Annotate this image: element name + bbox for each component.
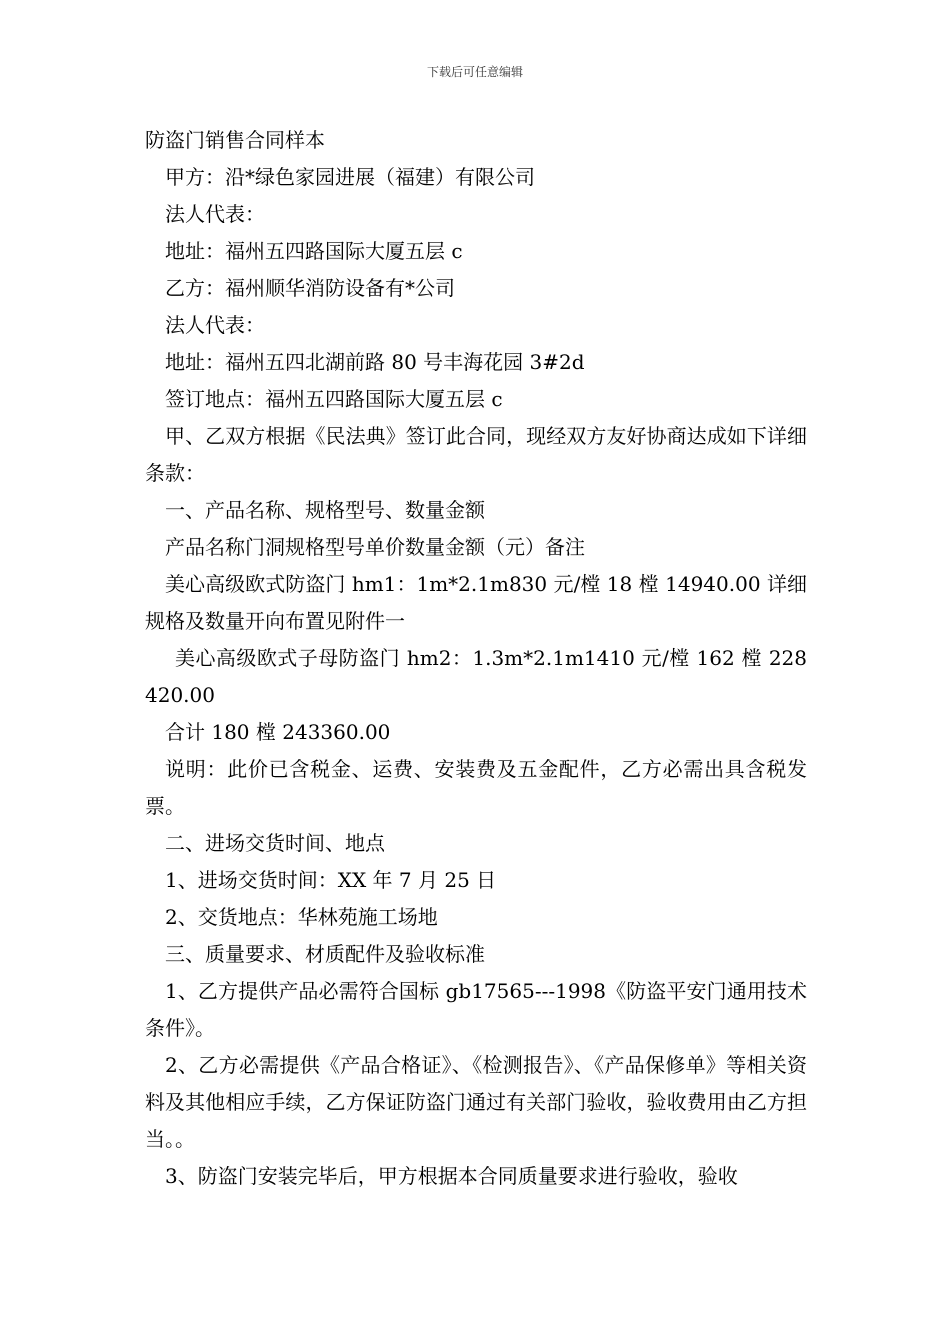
price-note: 说明：此价已含税金、运费、安装费及五金配件，乙方必需出具含税发票。 [145, 757, 807, 818]
document-body [145, 122, 807, 1195]
document-title: 防盗门销售合同样本 [145, 128, 325, 152]
quality-clause-1: 1、乙方提供产品必需符合国标 gb17565---1998《防盗平安门通用技术条件》。 [145, 979, 807, 1040]
party-a-address: 地址：福州五四路国际大厦五层 c [165, 239, 463, 263]
signing-location: 签订地点：福州五四路国际大厦五层 c [165, 387, 503, 411]
product-line-1: 美心高级欧式防盗门 hm1：1m*2.1m830 元/樘 18 樘 14940.00 详细规格及数量开向布置见附件一 [145, 572, 807, 633]
delivery-time: 1、进场交货时间：XX 年 7 月 25 日 [165, 868, 497, 892]
product-line-2: 美心高级欧式子母防盗门 hm2：1.3m*2.1m1410 元/樘 162 樘 228420.00 [145, 646, 807, 707]
party-a-legal-rep: 法人代表： [165, 202, 265, 226]
delivery-location: 2、交货地点：华林苑施工场地 [165, 905, 438, 929]
party-b-address: 地址：福州五四北湖前路 80 号丰海花园 3#2d [165, 350, 585, 374]
party-b-legal-rep: 法人代表： [165, 313, 265, 337]
section-heading-1: 一、产品名称、规格型号、数量金额 [165, 498, 485, 522]
party-a: 甲方：沿*绿色家园进展（福建）有限公司 [165, 165, 535, 189]
product-table-header: 产品名称门洞规格型号单价数量金额（元）备注 [165, 535, 585, 559]
product-total: 合计 180 樘 243360.00 [165, 720, 391, 744]
header-note: 下载后可任意编辑 [426, 65, 523, 79]
section-heading-2: 二、进场交货时间、地点 [165, 831, 385, 855]
section-heading-3: 三、质量要求、材质配件及验收标准 [165, 942, 485, 966]
quality-clause-3: 3、防盗门安装完毕后，甲方根据本合同质量要求进行验收，验收 [165, 1164, 738, 1188]
party-b: 乙方：福州顺华消防设备有*公司 [165, 276, 455, 300]
preamble: 甲、乙双方根据《民法典》签订此合同，现经双方友好协商达成如下详细条款： [145, 424, 807, 485]
quality-clause-2: 2、乙方必需提供《产品合格证》、《检测报告》、《产品保修单》等相关资料及其他相应手续，乙方保证防盗门通过有关部门验收，验收费用由乙方担当。。 [145, 1053, 807, 1151]
